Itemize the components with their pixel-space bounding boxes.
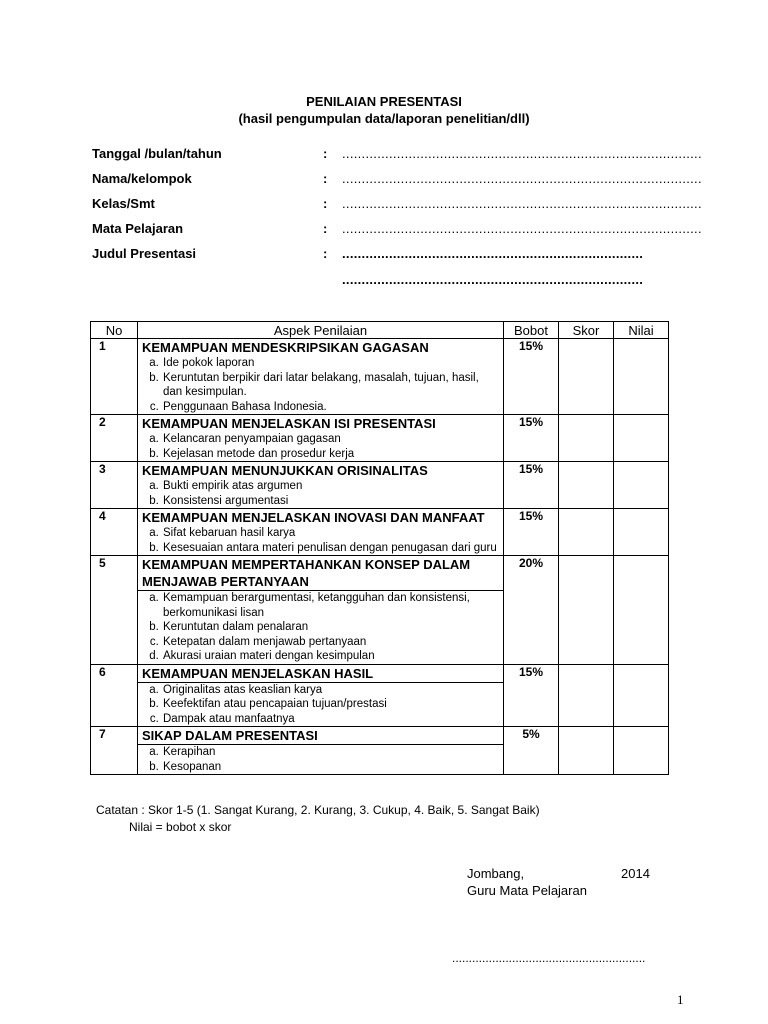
- table-row: [91, 509, 669, 556]
- aspect-cell: [138, 462, 504, 509]
- signature-dotted-line: ..........................................................: [452, 951, 646, 965]
- aspect-items: [142, 479, 499, 508]
- list-item: b. Kesopanan: [162, 760, 503, 775]
- skor-cell: [559, 664, 614, 727]
- table-row: [91, 664, 669, 727]
- bobot-value: 15%: [504, 462, 559, 509]
- table-row: [91, 556, 669, 665]
- bobot-value: 5%: [504, 727, 559, 775]
- field-label: Judul Presentasi: [92, 246, 197, 261]
- row-number: 7: [91, 727, 138, 775]
- bobot-value: 15%: [504, 664, 559, 727]
- aspect-title: KEMAMPUAN MENJELASKAN ISI PRESENTASI: [142, 416, 436, 431]
- field-colon: :: [323, 171, 328, 186]
- nilai-cell: [614, 664, 669, 727]
- notes-score-scale: Catatan : Skor 1-5 (1. Sangat Kurang, 2. Kurang, 3. Cukup, 4. Baik, 5. Sangat Baik): [96, 803, 540, 817]
- header-aspek: Aspek Penilaian: [138, 322, 504, 339]
- list-item: b. Kesesuaian antara materi penulisan dengan penugasan dari guru: [162, 541, 499, 556]
- skor-cell: [559, 462, 614, 509]
- document-subtitle: (hasil pengumpulan data/laporan penelitian/dll): [238, 111, 530, 126]
- aspect-title: KEMAMPUAN MENJELASKAN HASIL: [138, 665, 503, 683]
- assessment-table: [90, 321, 669, 775]
- header-bobot: Bobot: [504, 322, 559, 339]
- list-item: b. Kejelasan metode dan prosedur kerja: [162, 447, 499, 462]
- bobot-value: 15%: [504, 509, 559, 556]
- aspect-cell: [138, 509, 504, 556]
- list-item: c. Ketepatan dalam menjawab pertanyaan: [162, 635, 503, 650]
- bobot-value: 20%: [504, 556, 559, 665]
- row-number: 5: [91, 556, 138, 665]
- row-number: 3: [91, 462, 138, 509]
- nilai-cell: [614, 556, 669, 665]
- aspect-cell: [138, 415, 504, 462]
- row-number: 1: [91, 339, 138, 415]
- list-item: a. Kelancaran penyampaian gagasan: [162, 432, 499, 447]
- list-item: a. Kerapihan: [162, 745, 503, 760]
- aspect-cell: [138, 339, 504, 415]
- table-row: [91, 415, 669, 462]
- header-skor: Skor: [559, 322, 614, 339]
- signature-place: Jombang,: [467, 866, 525, 881]
- row-number: 2: [91, 415, 138, 462]
- table-row: [91, 339, 669, 415]
- list-item: a. Bukti empirik atas argumen: [162, 479, 499, 494]
- field-dotted-line: ............................................................................................: [342, 146, 702, 161]
- list-item: d. Akurasi uraian materi dengan kesimpulan: [162, 649, 503, 664]
- field-dotted-line: ............................................................................................: [342, 171, 702, 186]
- aspect-title: KEMAMPUAN MENJELASKAN INOVASI DAN MANFAAT: [142, 510, 485, 525]
- list-item: b. Keefektifan atau pencapaian tujuan/prestasi: [162, 697, 503, 712]
- aspect-cell: [138, 556, 504, 665]
- bobot-value: 15%: [504, 339, 559, 415]
- aspect-title: KEMAMPUAN MENUNJUKKAN ORISINALITAS: [142, 463, 428, 478]
- aspect-items: [138, 683, 503, 727]
- notes: [96, 802, 540, 836]
- list-item: b. Keruntutan dalam penalaran: [162, 620, 503, 635]
- header-no: No: [91, 322, 138, 339]
- field-colon: :: [323, 146, 328, 161]
- field-dotted-line: .............................................................................: [342, 272, 644, 287]
- table-header-row: [91, 322, 669, 339]
- aspect-items: [138, 745, 503, 774]
- field-colon: :: [323, 246, 328, 261]
- list-item: b. Keruntutan berpikir dari latar belakang, masalah, tujuan, hasil, dan kesimpulan.: [162, 371, 499, 400]
- nilai-cell: [614, 509, 669, 556]
- field-label: Tanggal /bulan/tahun: [92, 146, 222, 161]
- list-item: a. Kemampuan berargumentasi, ketangguhan dan konsistensi, berkomunikasi lisan: [162, 591, 503, 620]
- row-number: 6: [91, 664, 138, 727]
- aspect-title: KEMAMPUAN MENDESKRIPSIKAN GAGASAN: [142, 340, 429, 355]
- list-item: c. Dampak atau manfaatnya: [162, 712, 503, 727]
- field-colon: :: [323, 196, 328, 211]
- signature-year: 2014: [621, 866, 650, 881]
- field-label: Nama/kelompok: [92, 171, 192, 186]
- field-dotted-line: ............................................................................................: [342, 196, 702, 211]
- nilai-cell: [614, 415, 669, 462]
- nilai-cell: [614, 462, 669, 509]
- document-title: PENILAIAN PRESENTASI: [306, 94, 462, 109]
- page-number: 1: [677, 992, 684, 1007]
- field-dotted-line: .............................................................................: [342, 246, 644, 261]
- field-dotted-line: ............................................................................................: [342, 221, 702, 236]
- list-item: a. Sifat kebaruan hasil karya: [162, 526, 499, 541]
- aspect-title: KEMAMPUAN MEMPERTAHANKAN KONSEP DALAM MENJAWAB PERTANYAAN: [138, 556, 503, 591]
- list-item: b. Konsistensi argumentasi: [162, 494, 499, 509]
- table-row: [91, 462, 669, 509]
- row-number: 4: [91, 509, 138, 556]
- table-row: [91, 727, 669, 775]
- skor-cell: [559, 415, 614, 462]
- nilai-cell: [614, 339, 669, 415]
- skor-cell: [559, 727, 614, 775]
- bobot-value: 15%: [504, 415, 559, 462]
- aspect-items: [142, 432, 499, 461]
- field-label: Mata Pelajaran: [92, 221, 184, 236]
- list-item: c. Penggunaan Bahasa Indonesia.: [162, 400, 499, 415]
- aspect-cell: [138, 727, 504, 775]
- field-label: Kelas/Smt: [92, 196, 155, 211]
- aspect-items: [138, 591, 503, 664]
- notes-formula: Nilai = bobot x skor: [129, 820, 232, 834]
- aspect-items: [142, 526, 499, 555]
- aspect-items: [142, 356, 499, 414]
- signature-role: Guru Mata Pelajaran: [467, 883, 587, 898]
- field-colon: :: [323, 221, 328, 236]
- list-item: a. Originalitas atas keaslian karya: [162, 683, 503, 698]
- aspect-title: SIKAP DALAM PRESENTASI: [138, 727, 503, 745]
- skor-cell: [559, 556, 614, 665]
- list-item: a. Ide pokok laporan: [162, 356, 499, 371]
- aspect-cell: [138, 664, 504, 727]
- nilai-cell: [614, 727, 669, 775]
- skor-cell: [559, 509, 614, 556]
- skor-cell: [559, 339, 614, 415]
- header-nilai: Nilai: [614, 322, 669, 339]
